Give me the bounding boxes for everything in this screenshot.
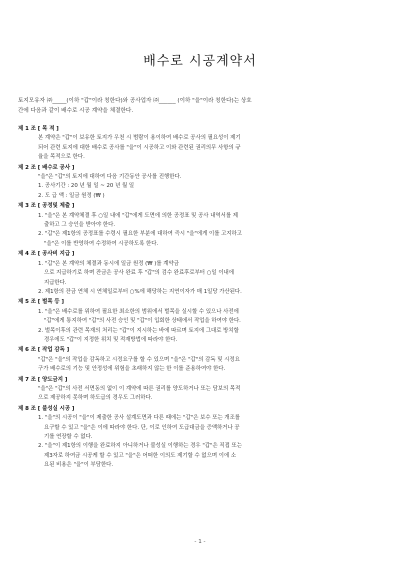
article-line: 구가 배수로의 기능 및 안정성에 위험을 초래하지 않는 한 이를 준용하여야 한다.: [38, 366, 226, 373]
article-line: 1. "을"은 본 계약체결 후 ○일 내에 "갑"에게 도면에 의한 공정표 및 공사 내역서를 제: [38, 212, 238, 219]
article: [18, 202, 384, 249]
article-line: 요구할 수 있고 "을"은 이에 따라야 한다. 단, 이로 인하여 도급대금을 증액하거나 공: [44, 424, 240, 431]
article-heading: 제 6 조 [ 작업 감독 ]: [18, 347, 70, 354]
article: [18, 164, 384, 202]
article: [18, 405, 384, 471]
article-line: 율을 목적으로 한다.: [38, 154, 85, 161]
article-heading: 제 8 조 [ 불성실 시공 ]: [18, 405, 75, 412]
article-line: 되어 관련 토지에 대한 배수로 공사를 "을"이 시공하고 이와 관련된 권리의무 사항의 규: [38, 144, 241, 151]
article-line: 경우에도 "갑"이 지정한 위치 및 적재방법에 따라야 한다.: [44, 336, 178, 343]
article-line: 1. "을"은 배수로를 위하여 필요한 최소한의 범위에서 벌목을 실시할 수 있으나 사전에: [38, 308, 239, 315]
article-line: 2. "을"이 제1항의 이행을 완료하지 아니하거나 불성실 이행하는 경우 "갑"은 직접 또는: [38, 443, 242, 450]
article-line: 제3자로 하여금 시공케 할 수 있고 "을"은 어떠한 이의도 제기할 수 없으며 이에 소: [44, 452, 237, 459]
article-line: 2. 벌목이후의 관련 목재의 처리는 "갑"이 지시하는 바에 따르며 토지에 그대로 방치할: [38, 327, 239, 334]
article-line: "갑"은 "을"의 작업을 감독하고 시정요구를 할 수 있으며 "을"은 "갑"의 감독 및 시정요: [38, 356, 240, 363]
article-line: 2. 제1항의 잔금 연체 시 연체일로부터 ○%에 해당하는 지연이자가 매 1일당 가산된다.: [38, 288, 242, 295]
article-heading: 제 1 조 [ 목 적 ]: [18, 126, 59, 132]
intro-line: 토지모유자 ㈜_____(이하 "갑"이라 칭한다)와 공사업자 ㈜______ (이하 "을"이라 칭한다)는 상호: [18, 98, 252, 104]
article-line: 1. "을"의 시공이 "을"이 제출한 공사 설계도면과 다른 때에는 "갑"은 보수 또는 개조를: [38, 415, 241, 422]
article-heading: 제 3 조 [ 공정및 제출 ]: [18, 203, 75, 210]
article-line: 1. "갑"은 본 계약의 체결과 동시에 일금 원정 (₩ )를 계약금: [38, 260, 179, 267]
article-heading: 제 5 조 [ 벌목 등 ]: [18, 299, 64, 306]
article-line: 으로 지급하기로 하며 잔금은 공사 완료 후 "갑"의 검수 완료후로부터 ○일 이내에: [44, 270, 234, 277]
articles-section: [18, 124, 384, 471]
article-line: 2. "갑"은 제1항의 공정표를 수령시 필요한 부분에 대하여 즉시 "을"에게 이를 고지하고: [38, 231, 242, 238]
article-line: "을"은 "갑"의 토지에 대하여 다음 기간동안 공사를 진행한다.: [38, 174, 182, 181]
article-line: "을"은 이를 반영하여 수정하여 시공하도록 한다.: [44, 240, 159, 247]
article-line: 요된 비용은 "을"이 부담한다.: [44, 462, 114, 469]
article-line: 출하고 그 승인을 받아야 한다.: [44, 222, 116, 229]
article-heading: 제 2 조 [ 배수로 공사 ]: [18, 164, 75, 171]
article: [18, 376, 384, 404]
article-line: "갑"에게 통지하여 "갑"의 사전 승인 및 "갑"이 입회한 상태에서 작업을 하여야 한다.: [44, 318, 241, 325]
article-heading: 제 7 조 [ 양도금지 ]: [18, 376, 68, 383]
article: [18, 125, 384, 163]
article-line: 기를 연장할 수 없다.: [44, 434, 93, 440]
article-line: 2. 도 급 액 : 일금 원정 (₩ ): [38, 192, 105, 199]
article-line: 지급한다.: [44, 279, 67, 286]
document-title: 배수로 시공계약서: [143, 54, 257, 69]
page-number: - 1 -: [194, 539, 206, 545]
article-line: "을"은 "갑"의 사전 서면동의 없이 이 계약에 따른 권리를 양도하거나 또는 담보의 목적: [38, 385, 241, 392]
article-line: 본 계약은 "갑"이 보유한 토지가 우천 시 범람이 용이하여 배수로 공사의 필요성이 제기: [38, 135, 241, 142]
intro-line: 간에 다음과 같이 배수로 시공 계약을 체결한다.: [18, 108, 134, 114]
article-line: 1. 공사기간 : 20 년 월 일 ~ 20 년 월 일: [38, 183, 135, 190]
intro-paragraph: [18, 96, 384, 116]
article: [18, 346, 384, 374]
article: [18, 250, 384, 297]
article-heading: 제 4 조 [ 공사비 지급 ]: [18, 251, 75, 258]
article-line: 으로 제공하지 못하며 하도급의 경우도 그러하다.: [38, 395, 153, 402]
article: [18, 298, 384, 345]
